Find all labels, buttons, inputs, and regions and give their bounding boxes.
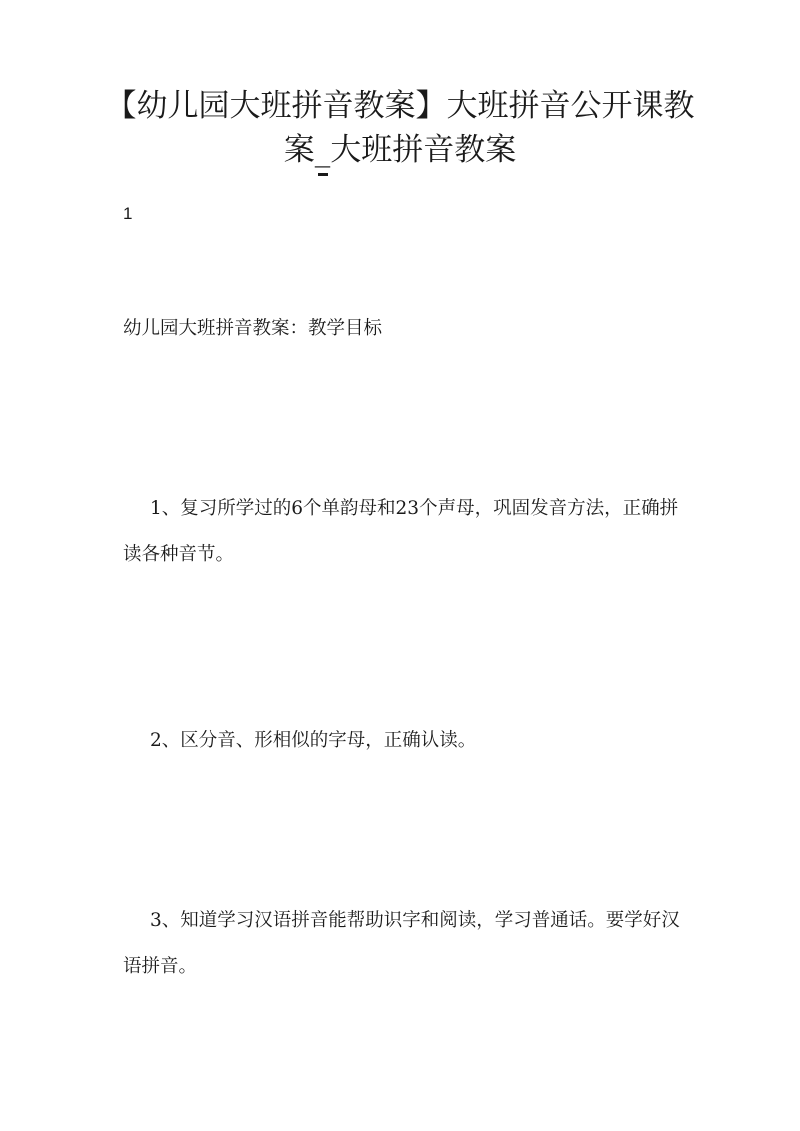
document-title-line-2: 案_大班拼音教案 bbox=[283, 132, 517, 168]
document-title-line-1: 【幼儿园大班拼音教案】大班拼音公开课教 bbox=[105, 88, 695, 124]
title-underline-mark bbox=[318, 173, 328, 176]
page-number: 1 bbox=[123, 204, 133, 223]
document-title bbox=[100, 84, 700, 172]
objective-paragraph-3: 3、知道学习汉语拼音能帮助识字和阅读，学习普通话。要学好汉语拼音。 bbox=[123, 910, 680, 977]
objective-paragraph-1: 1、复习所学过的6个单韵母和23个声母，巩固发音方法，正确拼读各种音节。 bbox=[123, 498, 679, 565]
section-heading: 幼儿园大班拼音教案：教学目标 bbox=[123, 318, 383, 339]
objective-paragraph-2: 2、区分音、形相似的字母，正确认读。 bbox=[150, 730, 477, 751]
